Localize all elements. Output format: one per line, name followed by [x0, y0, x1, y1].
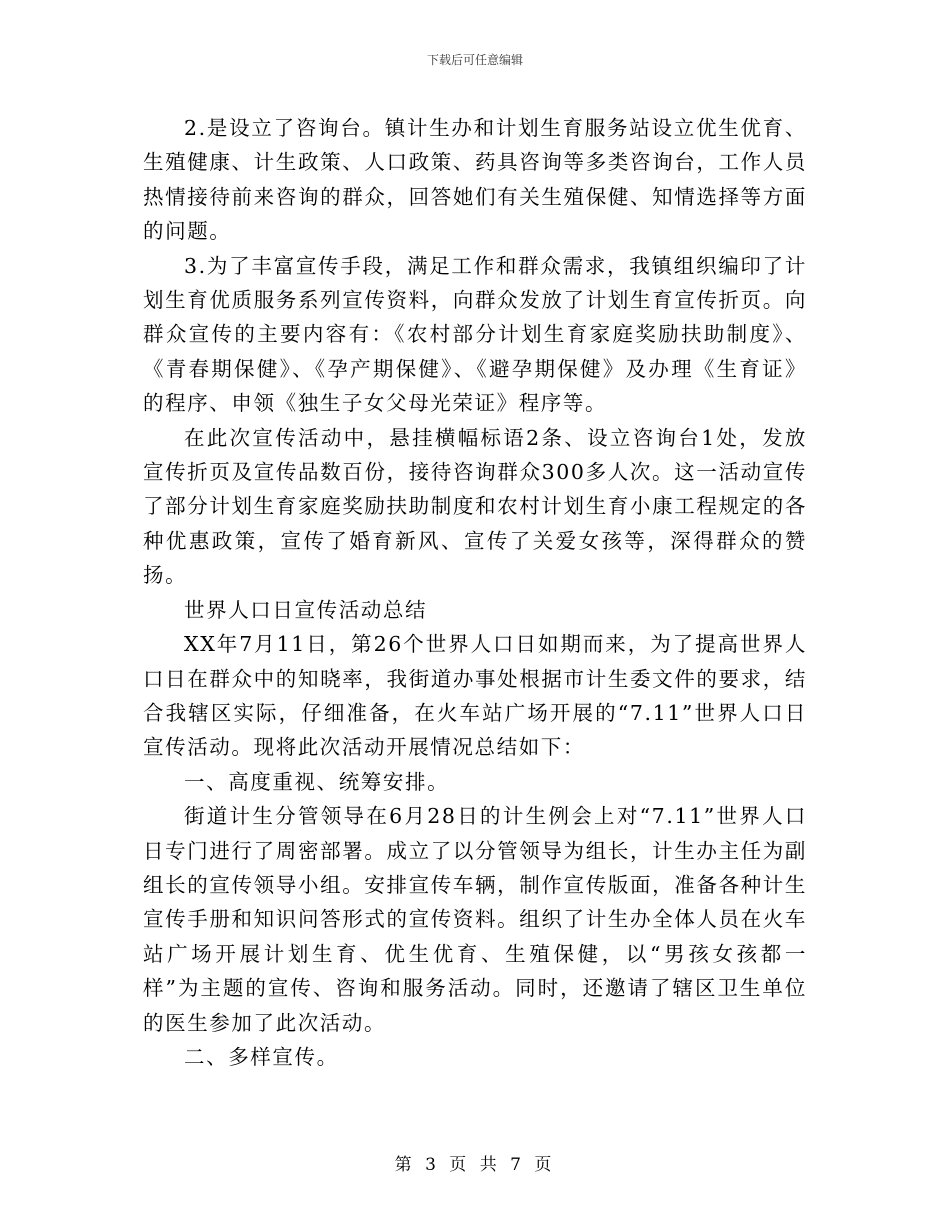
section-title: 世界人口日宣传活动总结 — [184, 597, 428, 622]
paragraph-publicity-materials: 3.为了丰富宣传手段，满足工作和群众需求，我镇组织编印了计划生育优质服务系列宣传资料，向群众发放了计划生育宣传折页。向群众宣传的主要内容有：《农村部分计划生育家庭奖励扶助制度》、《青春期保健》、《孕产期保健》、《避孕期保健》及办理《生育证》的程序、申领《独生子女父母光荣证》程序等。 — [143, 253, 807, 416]
paragraph-arrangement: 街道计生分管领导在6月28日的计生例会上对“7.11”世界人口日专门进行了周密部署。成立了以分管领导为组长，计生办主任为副组长的宣传领导小组。安排宣传车辆，制作宣传版面，准备各种计生宣传手册和知识问答形式的宣传资料。组织了计生办全体人员在火车站广场开展计划生育、优生优育、生殖保健，以“男孩女孩都一样”为主题的宣传、咨询和服务活动。同时，还邀请了辖区卫生单位的医生参加了此次活动。 — [143, 804, 807, 1035]
document-body — [143, 111, 807, 1074]
section-heading-1: 一、高度重视、统筹安排。 — [184, 769, 450, 794]
page-header: 下载后可任意编辑 — [426, 53, 523, 67]
paragraph-activity-results: 在此次宣传活动中，悬挂横幅标语2条、设立咨询台1处，发放宣传折页及宣传品数百份，接待咨询群众300多人次。这一活动宣传了部分计划生育家庭奖励扶助制度和农村计划生育小康工程规定的各种优惠政策，宣传了婚育新风、宣传了关爱女孩等，深得群众的赞扬。 — [143, 425, 807, 588]
page-number-footer: 第 3 页 共 7 页 — [394, 1155, 556, 1175]
paragraph-consultation-desk: 2.是设立了咨询台。镇计生办和计划生育服务站设立优生优育、生殖健康、计生政策、人口政策、药具咨询等多类咨询台，工作人员热情接待前来咨询的群众，回答她们有关生殖保健、知情选择等方面的问题。 — [143, 116, 807, 244]
paragraph-intro: XX年7月11日，第26个世界人口日如期而来，为了提高世界人口日在群众中的知晓率，我街道办事处根据市计生委文件的要求，结合我辖区实际，仔细准备，在火车站广场开展的“7.11”世界人口日宣传活动。现将此次活动开展情况总结如下： — [143, 632, 807, 760]
section-heading-2: 二、多样宣传。 — [184, 1044, 339, 1069]
